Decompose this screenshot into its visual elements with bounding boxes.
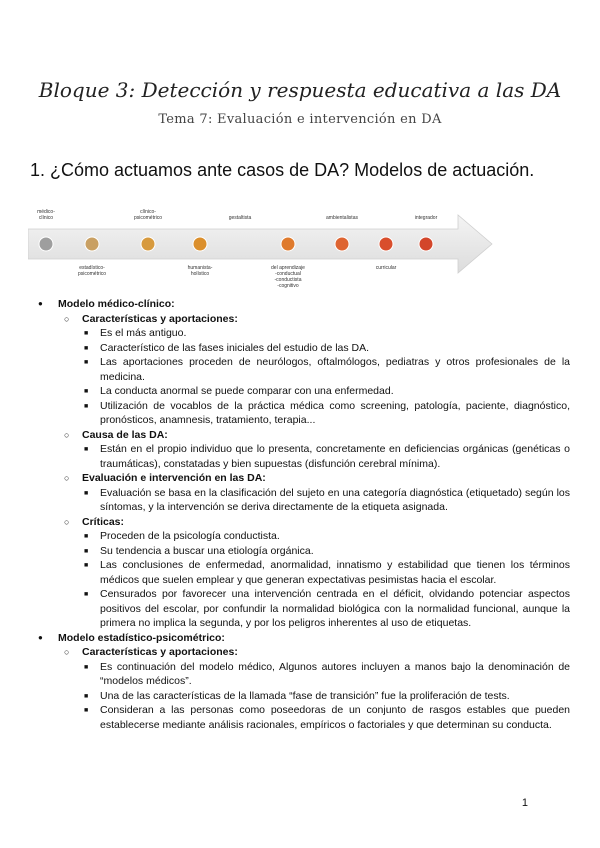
bullet-icon: ■ bbox=[84, 489, 89, 497]
bullet-icon: ■ bbox=[84, 344, 89, 352]
list-item bbox=[0, 341, 600, 356]
bullet-icon: ■ bbox=[84, 388, 89, 395]
item-text: Característico de las fases iniciales del estudio de las DA. bbox=[100, 341, 370, 354]
list-item bbox=[0, 660, 600, 689]
item-text: Características y aportaciones: bbox=[82, 312, 238, 325]
list-item bbox=[0, 355, 600, 384]
item-text: Modelo médico-clínico: bbox=[58, 298, 175, 310]
item-text: Proceden de la psicología conductista. bbox=[100, 530, 280, 542]
item-text: Críticas: bbox=[82, 515, 125, 528]
timeline-dot bbox=[85, 237, 99, 251]
timeline-bottom-label: del aprendizaje -conductual -conductista -cognitivo bbox=[271, 265, 305, 289]
document-title: Bloque 3: Detección y respuesta educativa a las DA bbox=[38, 78, 562, 102]
bullet-icon: ■ bbox=[84, 591, 89, 598]
item-text: La conducta anormal se puede comparar con una enfermedad. bbox=[100, 385, 394, 397]
list-item bbox=[0, 384, 600, 399]
document-subtitle: Tema 7: Evaluación e intervención en DA bbox=[158, 112, 442, 127]
list-item bbox=[0, 558, 600, 587]
bullet-icon: ○ bbox=[64, 429, 70, 440]
item-text: Utilización de vocablos de la práctica médica como screening, patología, paciente, diagnóstico, pronósticos, anamnesis, tratamiento, terapia... bbox=[100, 399, 570, 426]
timeline-dot bbox=[379, 237, 393, 251]
item-text: Su tendencia a buscar una etiología orgánica. bbox=[100, 544, 314, 557]
list-item bbox=[0, 399, 600, 428]
timeline-bottom-label: estadístico-psicométrico bbox=[77, 265, 107, 277]
bullet-icon: ● bbox=[38, 632, 43, 642]
list-item bbox=[0, 486, 600, 515]
timeline-top-label: clínico-psicométrico bbox=[133, 209, 163, 221]
timeline-bottom-label: humanista-holístico bbox=[187, 265, 213, 277]
timeline-top-label: integrador bbox=[414, 215, 438, 221]
subsection-item bbox=[0, 515, 600, 530]
bullet-icon: ■ bbox=[84, 692, 89, 700]
timeline-dot bbox=[281, 237, 295, 251]
item-text: Las conclusiones de enfermedad, anormalidad, innatismo y estabilidad que tienen los términos médicos que suelen emplear y que generan expectativas pesimistas hacia el escolar. bbox=[100, 559, 570, 586]
subsection-item bbox=[0, 471, 600, 486]
item-text: Evaluación se basa en la clasificación del sujeto en una categoría diagnóstica (etiquetado) según los síntomas, y la intervención se deriva directamente de la etiqueta asignada. bbox=[100, 486, 570, 513]
item-text: Están en el propio individuo que lo presenta, concretamente en deficiencias orgánicas (genéticas o traumáticas), constatadas y bien supuestas (disfunción cerebral mínima). bbox=[100, 443, 570, 470]
timeline-dot bbox=[335, 237, 349, 251]
timeline-top-label: médico-clínico bbox=[37, 209, 55, 221]
item-text: Es el más antiguo. bbox=[100, 327, 187, 339]
timeline-bottom-label: curricular bbox=[375, 265, 397, 271]
timeline-top-label: ambientalistas bbox=[326, 215, 358, 221]
item-text: Características y aportaciones: bbox=[82, 646, 238, 658]
bullet-icon: ■ bbox=[84, 707, 89, 714]
list-item bbox=[0, 689, 600, 704]
bullet-icon: ■ bbox=[84, 547, 89, 555]
item-text: Las aportaciones proceden de neurólogos, oftalmólogos, pediatras y otros profesionales de la medicina. bbox=[100, 356, 570, 383]
timeline-top-label: gestaltista bbox=[228, 215, 252, 221]
bullet-icon: ■ bbox=[84, 402, 89, 410]
timeline-dot bbox=[419, 237, 433, 251]
bullet-icon: ○ bbox=[64, 313, 70, 324]
page-number: 1 bbox=[521, 797, 528, 809]
bullet-icon: ■ bbox=[84, 533, 89, 540]
bullet-icon: ■ bbox=[84, 562, 89, 569]
timeline-dot bbox=[193, 237, 207, 251]
subsection-item bbox=[0, 645, 600, 660]
bullet-icon: ■ bbox=[84, 359, 89, 366]
item-text: Es continuación del modelo médico, Algunos autores incluyen a manos bajo la denominación de “modelos médicos”. bbox=[100, 660, 570, 687]
bullet-icon: ■ bbox=[84, 330, 89, 337]
item-text: Una de las características de la llamada “fase de transición” fue la proliferación de tests. bbox=[100, 689, 510, 702]
timeline-dot bbox=[141, 237, 155, 251]
list-item bbox=[0, 326, 600, 341]
timeline-dot bbox=[39, 237, 53, 251]
models-timeline bbox=[28, 205, 498, 300]
list-item bbox=[0, 703, 600, 732]
item-text: Evaluación e intervención en las DA: bbox=[82, 472, 266, 484]
item-text: Consideran a las personas como poseedoras de un conjunto de rasgos estables que pueden establecerse mediante análisis racionales, empíricos o factoriales y que determinan su conducta. bbox=[100, 704, 570, 731]
section-heading: 1. ¿Cómo actuamos ante casos de DA? Modelos de actuación. bbox=[30, 160, 535, 180]
item-text: Modelo estadístico-psicométrico: bbox=[58, 631, 225, 644]
document-body bbox=[0, 297, 600, 732]
bullet-icon: ■ bbox=[84, 663, 89, 671]
bullet-icon: ■ bbox=[84, 446, 89, 453]
bullet-icon: ○ bbox=[64, 647, 70, 657]
bullet-icon: ○ bbox=[64, 473, 70, 483]
bullet-icon: ○ bbox=[64, 516, 70, 527]
section-item bbox=[0, 297, 600, 312]
list-item bbox=[0, 544, 600, 559]
subsection-item bbox=[0, 312, 600, 327]
list-item bbox=[0, 587, 600, 631]
list-item bbox=[0, 529, 600, 544]
subsection-item bbox=[0, 428, 600, 443]
section-item bbox=[0, 631, 600, 646]
item-text: Causa de las DA: bbox=[82, 428, 168, 441]
bullet-icon: ● bbox=[38, 299, 43, 308]
list-item bbox=[0, 442, 600, 471]
item-text: Censurados por favorecer una intervención centrada en el déficit, olvidando potenciar aspectos positivos del escolar, por confundir la normalidad biológica con la normalidad funcional, aunque la primera no implica la segunda, y por los peligros inherentes al uso de etiquetas. bbox=[100, 588, 570, 629]
